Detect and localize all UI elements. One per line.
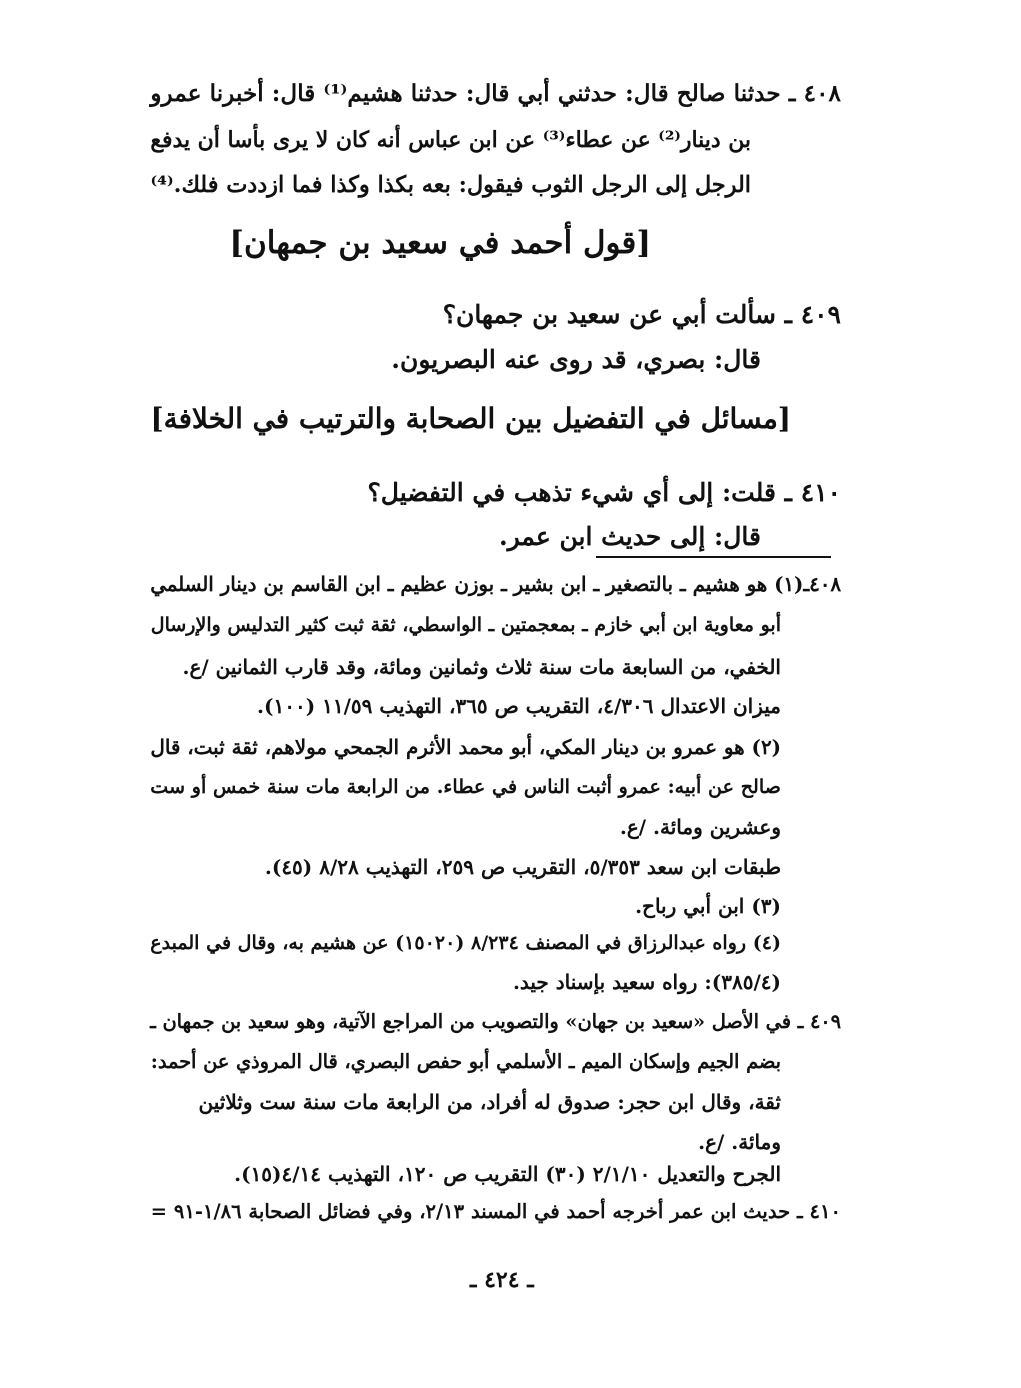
- footnote-line: صالح عن أبيه: عمرو أثبت الناس في عطاء. من الرابعة مات سنة خمس أو ست: [150, 775, 781, 798]
- footnote-line: (٣٨٥/٤): رواه سعيد بإسناد جيد.: [512, 970, 781, 994]
- footnote-line: ثقة، وقال ابن حجر: صدوق له أفراد، من الرابعة مات سنة ست وثلاثين: [198, 1090, 781, 1114]
- footnote-line: الخفي، من السابعة مات سنة ثلاث وثمانين ومائة، وقد قارب الثمانين /ع.: [182, 655, 781, 679]
- text-408-line1: ٤٠٨ ـ حدثنا صالح قال: حدثني أبي قال: حدثنا هشيم⁽¹⁾ قال: أخبرنا عمرو: [150, 80, 841, 107]
- footnote-line: (٣) ابن أبي رباح.: [635, 894, 781, 918]
- text-410-line1: ٤١٠ ـ قلت: إلى أي شيء تذهب في التفضيل؟: [367, 478, 841, 507]
- footnote-line: (٢) هو عمرو بن دينار المكي، أبو محمد الأثرم الجمحي مولاهم، ثقة ثبت، قال: [150, 735, 781, 759]
- section-heading-tafdeel: [مسائل في التفضيل بين الصحابة والترتيب في الخلافة]: [150, 402, 791, 435]
- footnote-line: ٤٠٩ ـ في الأصل «سعيد بن جهان» والتصويب من المراجع الآتية، وهو سعيد بن جمهان ـ: [150, 1010, 841, 1033]
- footnote-line: الجرح والتعديل ٢/١/١٠ (٣٠) التقريب ص ١٢٠، التهذيب ٤/١٤(١٥).: [234, 1162, 781, 1186]
- footnote-line: ميزان الاعتدال ٤/٣٠٦، التقريب ص ٣٦٥، التهذيب ١١/٥٩ (١٠٠).: [257, 694, 781, 718]
- footnote-line: (٤) رواه عبدالرزاق في المصنف ٨/٢٣٤ (١٥٠٢٠) عن هشيم به، وقال في المبدع: [150, 932, 781, 954]
- page-number: ـ ٤٢٤ ـ: [470, 1267, 534, 1293]
- footnote-line: ٤١٠ ـ حديث ابن عمر أخرجه أحمد في المسند ٢/١٣، وفي فضائل الصحابة ١/٨٦-٩١ =: [150, 1200, 841, 1223]
- text-410-line2: قال: إلى حديث ابن عمر.: [498, 522, 761, 551]
- text-408-line2: بن دينار⁽²⁾ عن عطاء⁽³⁾ عن ابن عباس أنه كان لا يرى بأسا أن يدفع: [150, 127, 751, 153]
- footnote-line: وعشرين ومائة. /ع.: [619, 815, 781, 839]
- text-409-line1: ٤٠٩ ـ سألت أبي عن سعيد بن جمهان؟: [442, 300, 841, 329]
- text-408-line3: الرجل إلى الرجل الثوب فيقول: بعه بكذا وكذا فما ازددت فلك.⁽⁴⁾: [150, 172, 751, 198]
- text-409-line2: قال: بصري، قد روى عنه البصريون.: [391, 345, 761, 374]
- footnote-line: أبو معاوية ابن أبي خازم ـ بمعجمتين ـ الواسطي، ثقة ثبت كثير التدليس والإرسال: [150, 614, 781, 636]
- footnote-line: بضم الجيم وإسكان الميم ـ الأسلمي أبو حفص البصري، قال المروذي عن أحمد:: [150, 1050, 781, 1073]
- footnote-line: طبقات ابن سعد ٥/٣٥٣، التقريب ص ٢٥٩، التهذيب ٨/٢٨ (٤٥).: [264, 855, 781, 879]
- footnote-separator: [596, 556, 831, 558]
- section-heading-saeed: [قول أحمد في سعيد بن جمهان]: [229, 225, 651, 261]
- footnote-line: ٤٠٨ـ(١) هو هشيم ـ بالتصغير ـ ابن بشير ـ بوزن عظيم ـ ابن القاسم بن دينار السلمي: [150, 572, 841, 596]
- footnote-line: ومائة. /ع.: [698, 1130, 781, 1154]
